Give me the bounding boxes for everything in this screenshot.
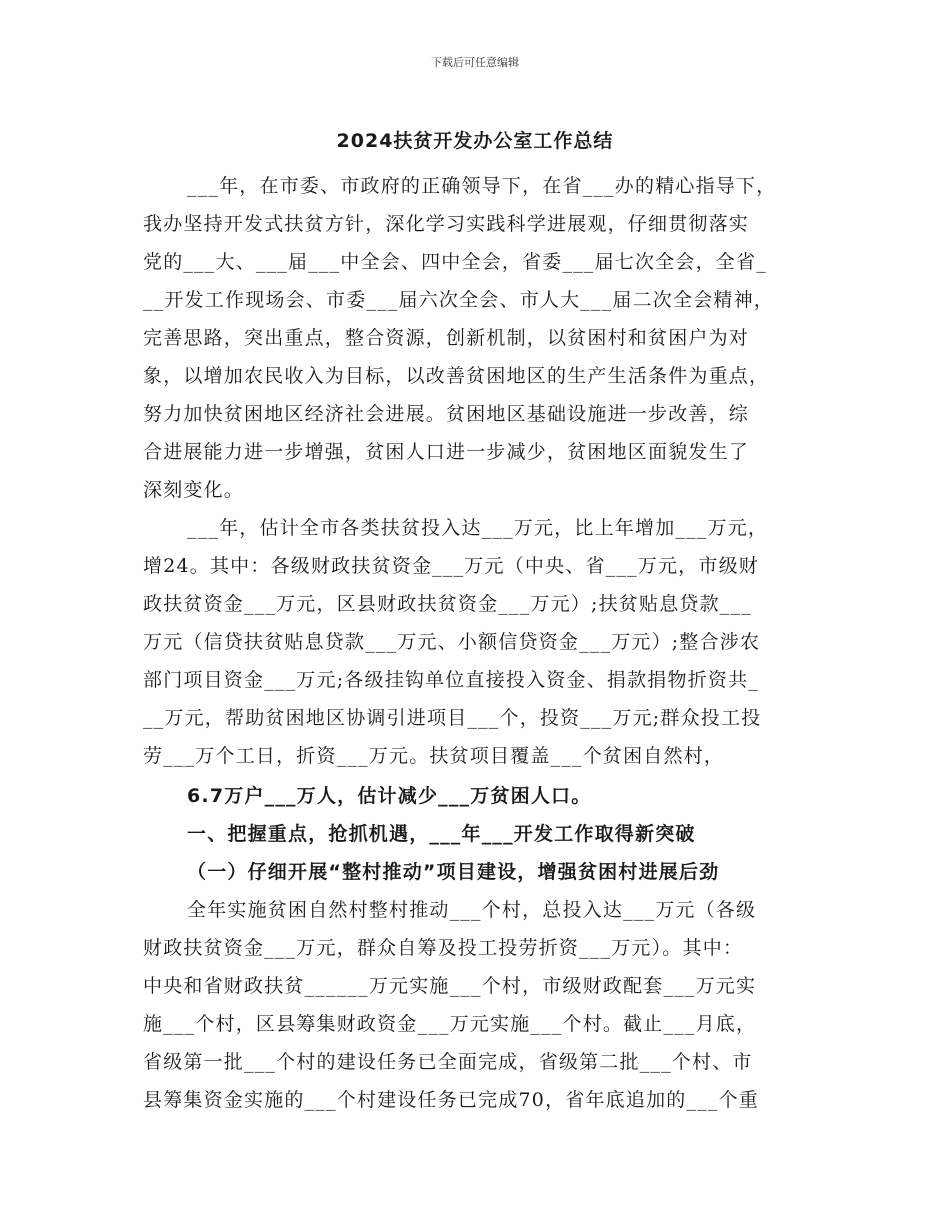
paragraph-line: 增24。其中：各级财政扶贫资金___万元（中央、省___万元，市级财 bbox=[143, 555, 759, 577]
header-note: 下载后可任意编辑 bbox=[431, 56, 519, 69]
paragraph-line: 政扶贫资金___万元，区县财政扶贫资金___万元）;扶贫贴息贷款___ bbox=[143, 593, 752, 615]
section-heading: 一、把握重点，抢抓机遇，___年___开发工作取得新突破 bbox=[187, 823, 696, 845]
paragraph-line: 万元（信贷扶贫贴息贷款___万元、小额信贷资金___万元）;整合涉农 bbox=[143, 631, 761, 653]
paragraph-line: __开发工作现场会、市委___届六次全会、市人大___届二次全会精神， bbox=[143, 289, 775, 311]
paragraph-line: 县筹集资金实施的___个村建设任务已完成70，省年底追加的___个重 bbox=[143, 1089, 759, 1111]
paragraph-line: 努力加快贫困地区经济社会进展。贫困地区基础设施进一步改善，综 bbox=[143, 403, 750, 425]
subsection-heading: （一）仔细开展“整村推动”项目建设，增强贫困村进展后劲 bbox=[187, 861, 720, 883]
paragraph-line: 深刻变化。 bbox=[143, 479, 245, 501]
paragraph-line: 劳___万个工日，折资___万元。扶贫项目覆盖___个贫困自然村， bbox=[143, 745, 725, 767]
paragraph-line: 施___个村，区县筹集财政资金___万元实施___个村。截止___月底， bbox=[143, 1013, 757, 1035]
paragraph-line: ___年，在市委、市政府的正确领导下，在省___办的精心指导下， bbox=[187, 175, 777, 197]
paragraph-line: 党的___大、___届___中全会、四中全会，省委___届七次全会，全省_ bbox=[143, 251, 767, 273]
paragraph-line: 完善思路，突出重点，整合资源，创新机制，以贫困村和贫困户为对 bbox=[143, 327, 750, 349]
paragraph-line: 象，以增加农民收入为目标，以改善贫困地区的生产生活条件为重点， bbox=[143, 365, 770, 387]
paragraph-line: 省级第一批___个村的建设任务已全面完成，省级第二批___个村、市 bbox=[143, 1051, 753, 1073]
paragraph-line: 我办坚持开发式扶贫方针，深化学习实践科学进展观，仔细贯彻落实 bbox=[143, 213, 750, 235]
paragraph-line: 中央和省财政扶贫______万元实施___个村，市级财政配套___万元实 bbox=[143, 975, 757, 997]
paragraph-line: 财政扶贫资金___万元，群众自筹及投工投劳折资___万元）。其中： bbox=[143, 937, 744, 959]
paragraph-line: 合进展能力进一步增强，贫困人口进一步减少，贫困地区面貌发生了 bbox=[143, 441, 750, 463]
paragraph-line: __万元，帮助贫困地区协调引进项目___个，投资___万元;群众投工投 bbox=[143, 707, 762, 729]
paragraph-line: 全年实施贫困自然村整村推动___个村，总投入达___万元（各级 bbox=[187, 899, 757, 921]
paragraph-line: ___年，估计全市各类扶贫投入达___万元，比上年增加___万元， bbox=[187, 517, 769, 539]
paragraph-line: 部门项目资金___万元;各级挂钩单位直接投入资金、捐款捐物折资共_ bbox=[143, 669, 760, 691]
bold-line: 6.7万户___万人，估计减少___万贫困人口。 bbox=[187, 785, 592, 807]
document-title: 2024扶贫开发办公室工作总结 bbox=[336, 130, 614, 152]
